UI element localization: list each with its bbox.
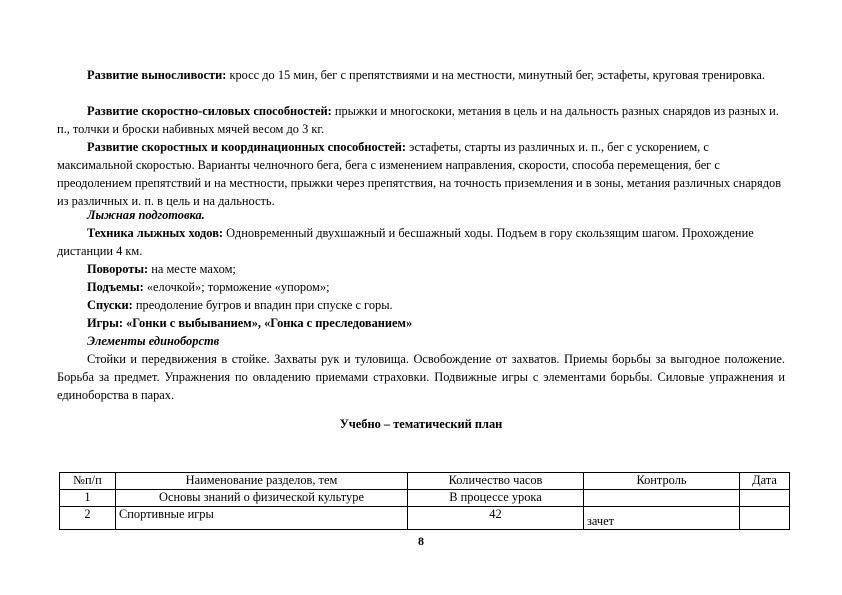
page-number: 8 [418,534,424,548]
speed-strength-text: прыжки и многоскоки, метания в цель и на дальность разных снарядов из разных и. п., толчки и броски набивных мячей весом до 3 кг. [57,104,779,136]
table-row [60,490,790,507]
turns-label: Повороты: [87,262,149,276]
paragraph-descents [57,296,785,314]
speed-coordination-label: Развитие скоростных и координационных способностей: [87,140,407,154]
row-name: Основы знаний о физической культуре [116,490,408,507]
ski-technique-text: Одновременный двухшажный и бесшажный ходы. Подъем в гору скользящим шагом. Прохождение дистанции 4 км. [57,226,754,258]
row-hours: 42 [408,507,584,530]
climbs-text: «елочкой»; торможение «упором»; [143,280,330,294]
paragraph-combat [57,350,785,404]
row-num: 2 [60,507,116,530]
paragraph-ski-technique [57,224,785,260]
header-name: Наименование разделов, тем [116,473,408,490]
row-hours: В процессе урока [408,490,584,507]
row-date [740,490,790,507]
descents-text: преодоление бугров и впадин при спуске с горы. [132,298,393,312]
speed-coordination-text: эстафеты, старты из различных и. п., бег с ускорением, с максимальной скоростью. Варианты челночного бега, бега с изменением направления, скорости, способа перемещения, бег с преодолением препятствий и на местности, прыжки через препятствия, на точность приземления и в зоны, метания различных снарядов из различных и. п. в цель и на дальность. [57,140,782,208]
turns-text: на месте махом; [148,262,236,276]
header-date: Дата [740,473,790,490]
row-control: зачет [584,507,740,530]
games-label: Игры: [87,316,123,330]
row-num: 1 [60,490,116,507]
combat-text: Стойки и передвижения в стойке. Захваты рук и туловища. Освобождение от захватов. Приемы борьбы за выгодное положение. Борьба за предмет. Упражнения по овладению приемами страховки. Подвижные игры с элементами борьбы. Силовые упражнения и единоборства в парах. [57,352,785,402]
speed-strength-label: Развитие скоростно-силовых способностей: [87,104,332,118]
paragraph-games [57,314,785,332]
games-text: «Гонки с выбыванием», «Гонка с преследованием» [122,316,413,330]
plan-table [59,472,790,530]
endurance-text: кросс до 15 мин, бег с препятствиями и на местности, минутный бег, эстафеты, круговая тренировка. [226,68,765,82]
endurance-label: Развитие выносливости: [87,68,227,82]
paragraph-speed-coordination [57,138,785,210]
paragraph-turns [57,260,785,278]
ski-heading: Лыжная подготовка. [87,208,205,222]
paragraph-endurance [57,66,785,84]
table-row [60,507,790,530]
paragraph-speed-strength [57,102,785,138]
plan-title: Учебно – тематический план [339,417,503,431]
row-name: Спортивные игры [116,507,408,530]
climbs-label: Подъемы: [87,280,144,294]
ski-technique-label: Техника лыжных ходов: [87,226,224,240]
paragraph-climbs [57,278,785,296]
header-num: №п/п [60,473,116,490]
table-header-row [60,473,790,490]
combat-heading: Элементы единоборств [87,334,220,348]
header-control: Контроль [584,473,740,490]
descents-label: Спуски: [87,298,133,312]
row-control [584,490,740,507]
row-date [740,507,790,530]
header-hours: Количество часов [408,473,584,490]
